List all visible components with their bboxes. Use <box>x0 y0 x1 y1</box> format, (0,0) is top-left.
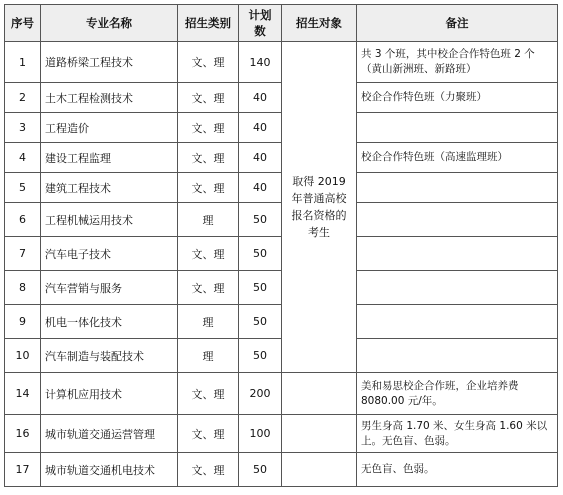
header-no: 序号 <box>5 5 41 42</box>
row-major: 建筑工程技术 <box>41 173 178 203</box>
row-no: 1 <box>5 42 41 83</box>
row-plan: 50 <box>239 453 282 487</box>
row-note <box>357 113 558 143</box>
row-major: 汽车制造与装配技术 <box>41 339 178 373</box>
row-major: 土木工程检测技术 <box>41 83 178 113</box>
table-row <box>5 83 558 113</box>
row-major: 城市轨道交通机电技术 <box>41 453 178 487</box>
row-plan: 50 <box>239 271 282 305</box>
table-row <box>5 203 558 237</box>
row-major: 工程机械运用技术 <box>41 203 178 237</box>
row-major: 建设工程监理 <box>41 143 178 173</box>
row-category: 文、理 <box>178 415 239 453</box>
table-row <box>5 453 558 487</box>
row-plan: 50 <box>239 203 282 237</box>
row-note <box>357 203 558 237</box>
row-note: 男生身高 1.70 米、女生身高 1.60 米以上。无色盲、色弱。 <box>357 415 558 453</box>
table-row <box>5 113 558 143</box>
row-major: 汽车电子技术 <box>41 237 178 271</box>
row-plan: 50 <box>239 237 282 271</box>
table-row <box>5 237 558 271</box>
row-no: 5 <box>5 173 41 203</box>
row-category: 理 <box>178 203 239 237</box>
row-plan: 40 <box>239 173 282 203</box>
row-category: 文、理 <box>178 42 239 83</box>
row-major: 道路桥梁工程技术 <box>41 42 178 83</box>
table-row <box>5 373 558 415</box>
row-category: 文、理 <box>178 237 239 271</box>
row-note <box>357 271 558 305</box>
row-plan: 40 <box>239 83 282 113</box>
row-note: 校企合作特色班（力聚班） <box>357 83 558 113</box>
row-note <box>357 305 558 339</box>
row-plan: 50 <box>239 305 282 339</box>
row-no: 8 <box>5 271 41 305</box>
target-cell: 取得 2019 年普通高校报名资格的考生 <box>282 42 357 373</box>
row-no: 10 <box>5 339 41 373</box>
row-category: 文、理 <box>178 173 239 203</box>
target-cell-empty <box>282 453 357 487</box>
table-row <box>5 271 558 305</box>
table-row <box>5 339 558 373</box>
row-major: 计算机应用技术 <box>41 373 178 415</box>
target-cell-empty <box>282 415 357 453</box>
row-no: 7 <box>5 237 41 271</box>
row-category: 理 <box>178 305 239 339</box>
row-major: 城市轨道交通运营管理 <box>41 415 178 453</box>
header-major: 专业名称 <box>41 5 178 42</box>
row-major: 工程造价 <box>41 113 178 143</box>
table-row <box>5 42 558 83</box>
table-row <box>5 173 558 203</box>
header-category: 招生类别 <box>178 5 239 42</box>
row-note <box>357 173 558 203</box>
row-no: 17 <box>5 453 41 487</box>
header-plan: 计划数 <box>239 5 282 42</box>
row-major: 机电一体化技术 <box>41 305 178 339</box>
header-note: 备注 <box>357 5 558 42</box>
row-category: 文、理 <box>178 143 239 173</box>
row-category: 文、理 <box>178 453 239 487</box>
row-plan: 200 <box>239 373 282 415</box>
table-row <box>5 415 558 453</box>
row-no: 3 <box>5 113 41 143</box>
row-major: 汽车营销与服务 <box>41 271 178 305</box>
row-note: 校企合作特色班（高速监理班） <box>357 143 558 173</box>
row-plan: 40 <box>239 113 282 143</box>
row-no: 2 <box>5 83 41 113</box>
target-cell-empty <box>282 373 357 415</box>
row-no: 4 <box>5 143 41 173</box>
table-row <box>5 143 558 173</box>
row-note <box>357 339 558 373</box>
row-no: 16 <box>5 415 41 453</box>
row-no: 9 <box>5 305 41 339</box>
table-row <box>5 305 558 339</box>
row-plan: 100 <box>239 415 282 453</box>
row-plan: 50 <box>239 339 282 373</box>
row-category: 文、理 <box>178 83 239 113</box>
row-category: 文、理 <box>178 271 239 305</box>
enrollment-table <box>4 4 558 487</box>
row-no: 14 <box>5 373 41 415</box>
row-note: 共 3 个班，其中校企合作特色班 2 个（黄山新洲班、新路班） <box>357 42 558 83</box>
header-target: 招生对象 <box>282 5 357 42</box>
row-plan: 40 <box>239 143 282 173</box>
row-note <box>357 237 558 271</box>
row-no: 6 <box>5 203 41 237</box>
row-note: 无色盲、色弱。 <box>357 453 558 487</box>
row-note: 美和易思校企合作班，企业培养费 8080.00 元/年。 <box>357 373 558 415</box>
row-category: 理 <box>178 339 239 373</box>
row-category: 文、理 <box>178 113 239 143</box>
row-category: 文、理 <box>178 373 239 415</box>
row-plan: 140 <box>239 42 282 83</box>
header-row <box>5 5 558 42</box>
